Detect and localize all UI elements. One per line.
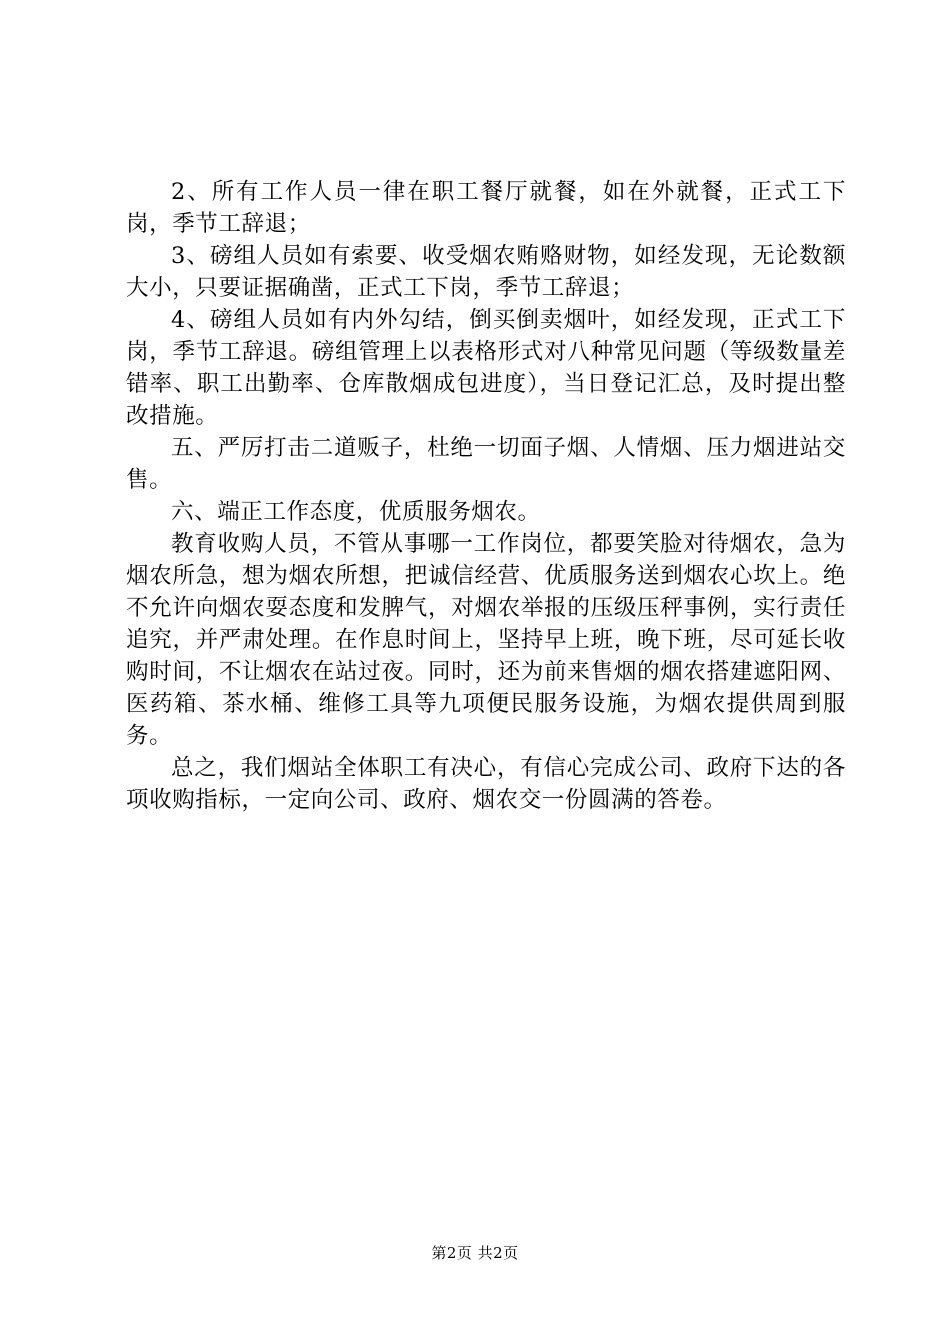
page-number-footer: 第2页 共2页 — [431, 1244, 519, 1262]
paragraph-section-6: 六、端正工作态度，优质服务烟农。 — [171, 499, 541, 525]
paragraph-service: 教育收购人员，不管从事哪一工作岗位，都要笑脸对待烟农，急为烟农所急，想为烟农所想，把诚信经营、优质服务送到烟农心坎上。绝不允许向烟农耍态度和发脾气，对烟农举报的压级压秤事例，实行责任追究，并严肃处理。在作息时间上，坚持早上班，晚下班，尽可延长收购时间，不让烟农在站过夜。同时，还为前来售烟的烟农搭建遮阳网、医药箱、茶水桶、维修工具等九项便民服务设施，为烟农提供周到服务。 — [126, 531, 846, 749]
paragraph-section-5: 五、严厉打击二道贩子，杜绝一切面子烟、人情烟、压力烟进站交售。 — [126, 435, 846, 493]
paragraph-rule-3: 3、磅组人员如有索要、收受烟农贿赂财物，如经发现，无论数额大小，只要证据确凿，正式工下岗，季节工辞退； — [126, 243, 846, 301]
paragraph-rule-2: 2、所有工作人员一律在职工餐厅就餐，如在外就餐，正式工下岗，季节工辞退； — [126, 179, 846, 237]
paragraph-conclusion: 总之，我们烟站全体职工有决心，有信心完成公司、政府下达的各项收购指标，一定向公司、政府、烟农交一份圆满的答卷。 — [126, 755, 846, 813]
paragraph-rule-4: 4、磅组人员如有内外勾结，倒买倒卖烟叶，如经发现，正式工下岗，季节工辞退。磅组管理上以表格形式对八种常见问题（等级数量差错率、职工出勤率、仓库散烟成包进度），当日登记汇总，及时提出整改措施。 — [126, 307, 846, 429]
document-body — [126, 176, 846, 816]
